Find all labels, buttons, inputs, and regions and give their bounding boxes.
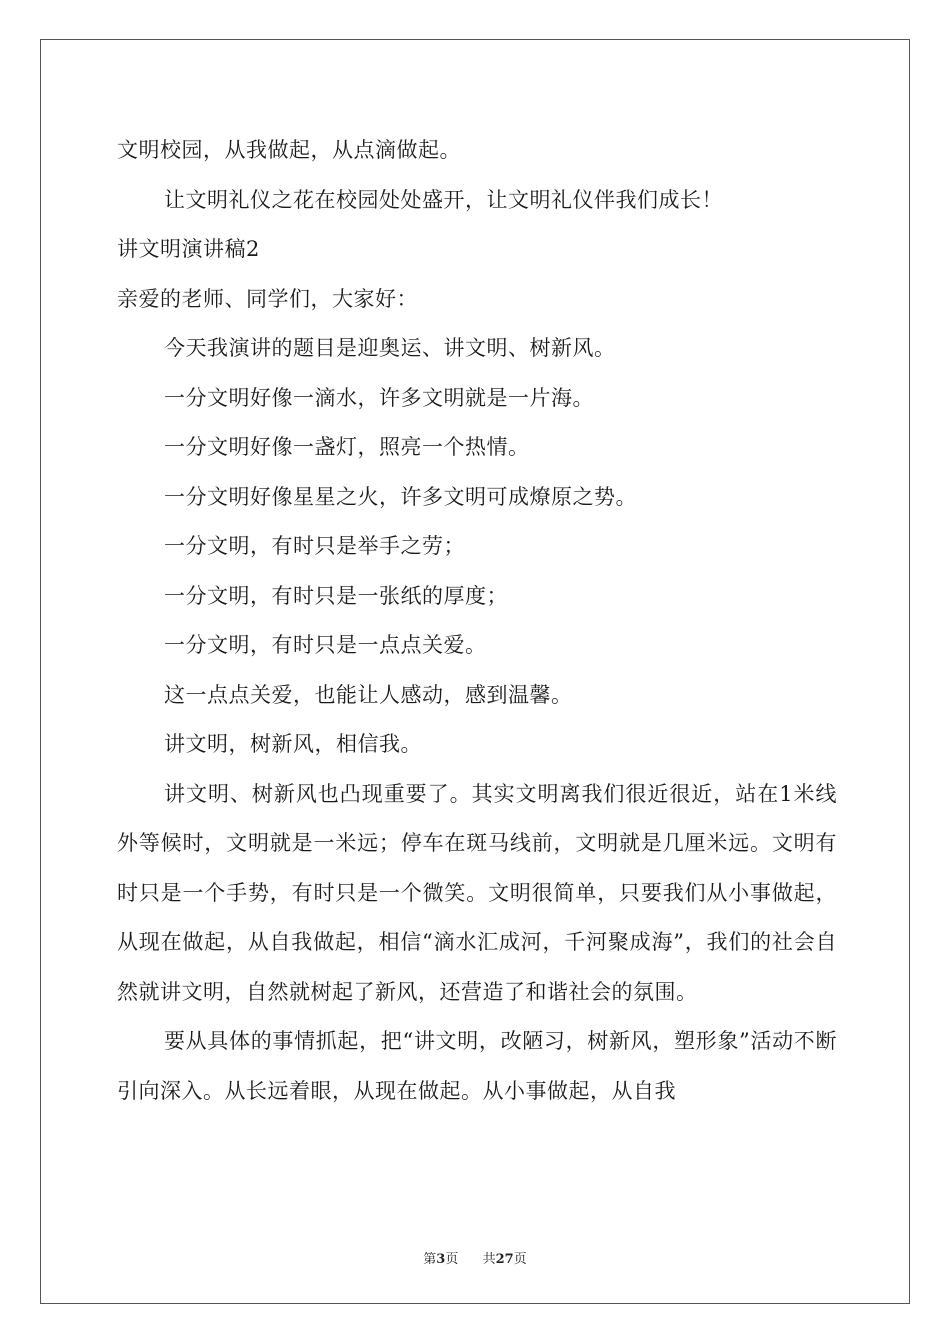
text-line: 文明校园，从我做起，从点滴做起。	[117, 138, 461, 162]
text-line: 这一点点关爱，也能让人感动，感到温馨。	[164, 682, 573, 707]
text-line: 一分文明好像一盏灯，照亮一个热情。	[164, 435, 530, 459]
salutation: 亲爱的老师、同学们，大家好：	[117, 286, 418, 311]
text-line: 一分文明，有时只是一张纸的厚度；	[164, 583, 508, 608]
total-pages: 27	[495, 1252, 514, 1267]
total-suffix: 页	[513, 1252, 527, 1267]
body-paragraph: 要从具体的事情抓起，把“讲文明，改陋习，树新风，塑形象”活动不断引向深入。从长远着眼，从现在做起。从小事做起，从自我	[117, 1029, 837, 1103]
text-line: 一分文明好像一滴水，许多文明就是一片海。	[164, 385, 594, 410]
text-line: 一分文明好像星星之火，许多文明可成燎原之势。	[164, 484, 637, 509]
total-prefix: 共	[482, 1252, 496, 1267]
body-paragraph: 讲文明、树新风也凸现重要了。其实文明离我们很近很近，站在1米线外等候时，文明就是一米远；停车在斑马线前，文明就是几厘米远。文明有时只是一个手势，有时只是一个微笑。文明很简单，只要我们从小事做起，从现在做起，从自我做起，相信“滴水汇成河，千河聚成海”，我们的社会自然就讲文明，自然就树起了新风，还营造了和谐社会的氛围。	[117, 781, 837, 1004]
text-line: 讲文明，树新风，相信我。	[164, 732, 422, 756]
text-line: 今天我演讲的题目是迎奥运、讲文明、树新风。	[164, 336, 616, 360]
page-suffix: 页	[445, 1252, 459, 1267]
document-body	[117, 126, 837, 1116]
page-current: 3	[436, 1252, 446, 1267]
text-line: 让文明礼仪之花在校园处处盛开，让文明礼仪伴我们成长！	[164, 187, 723, 212]
section-heading: 讲文明演讲稿2	[117, 237, 260, 261]
page-prefix: 第	[423, 1252, 437, 1267]
text-line: 一分文明，有时只是举手之劳；	[164, 534, 465, 558]
text-line: 一分文明，有时只是一点点关爱。	[164, 633, 487, 657]
page-footer	[0, 1248, 950, 1267]
